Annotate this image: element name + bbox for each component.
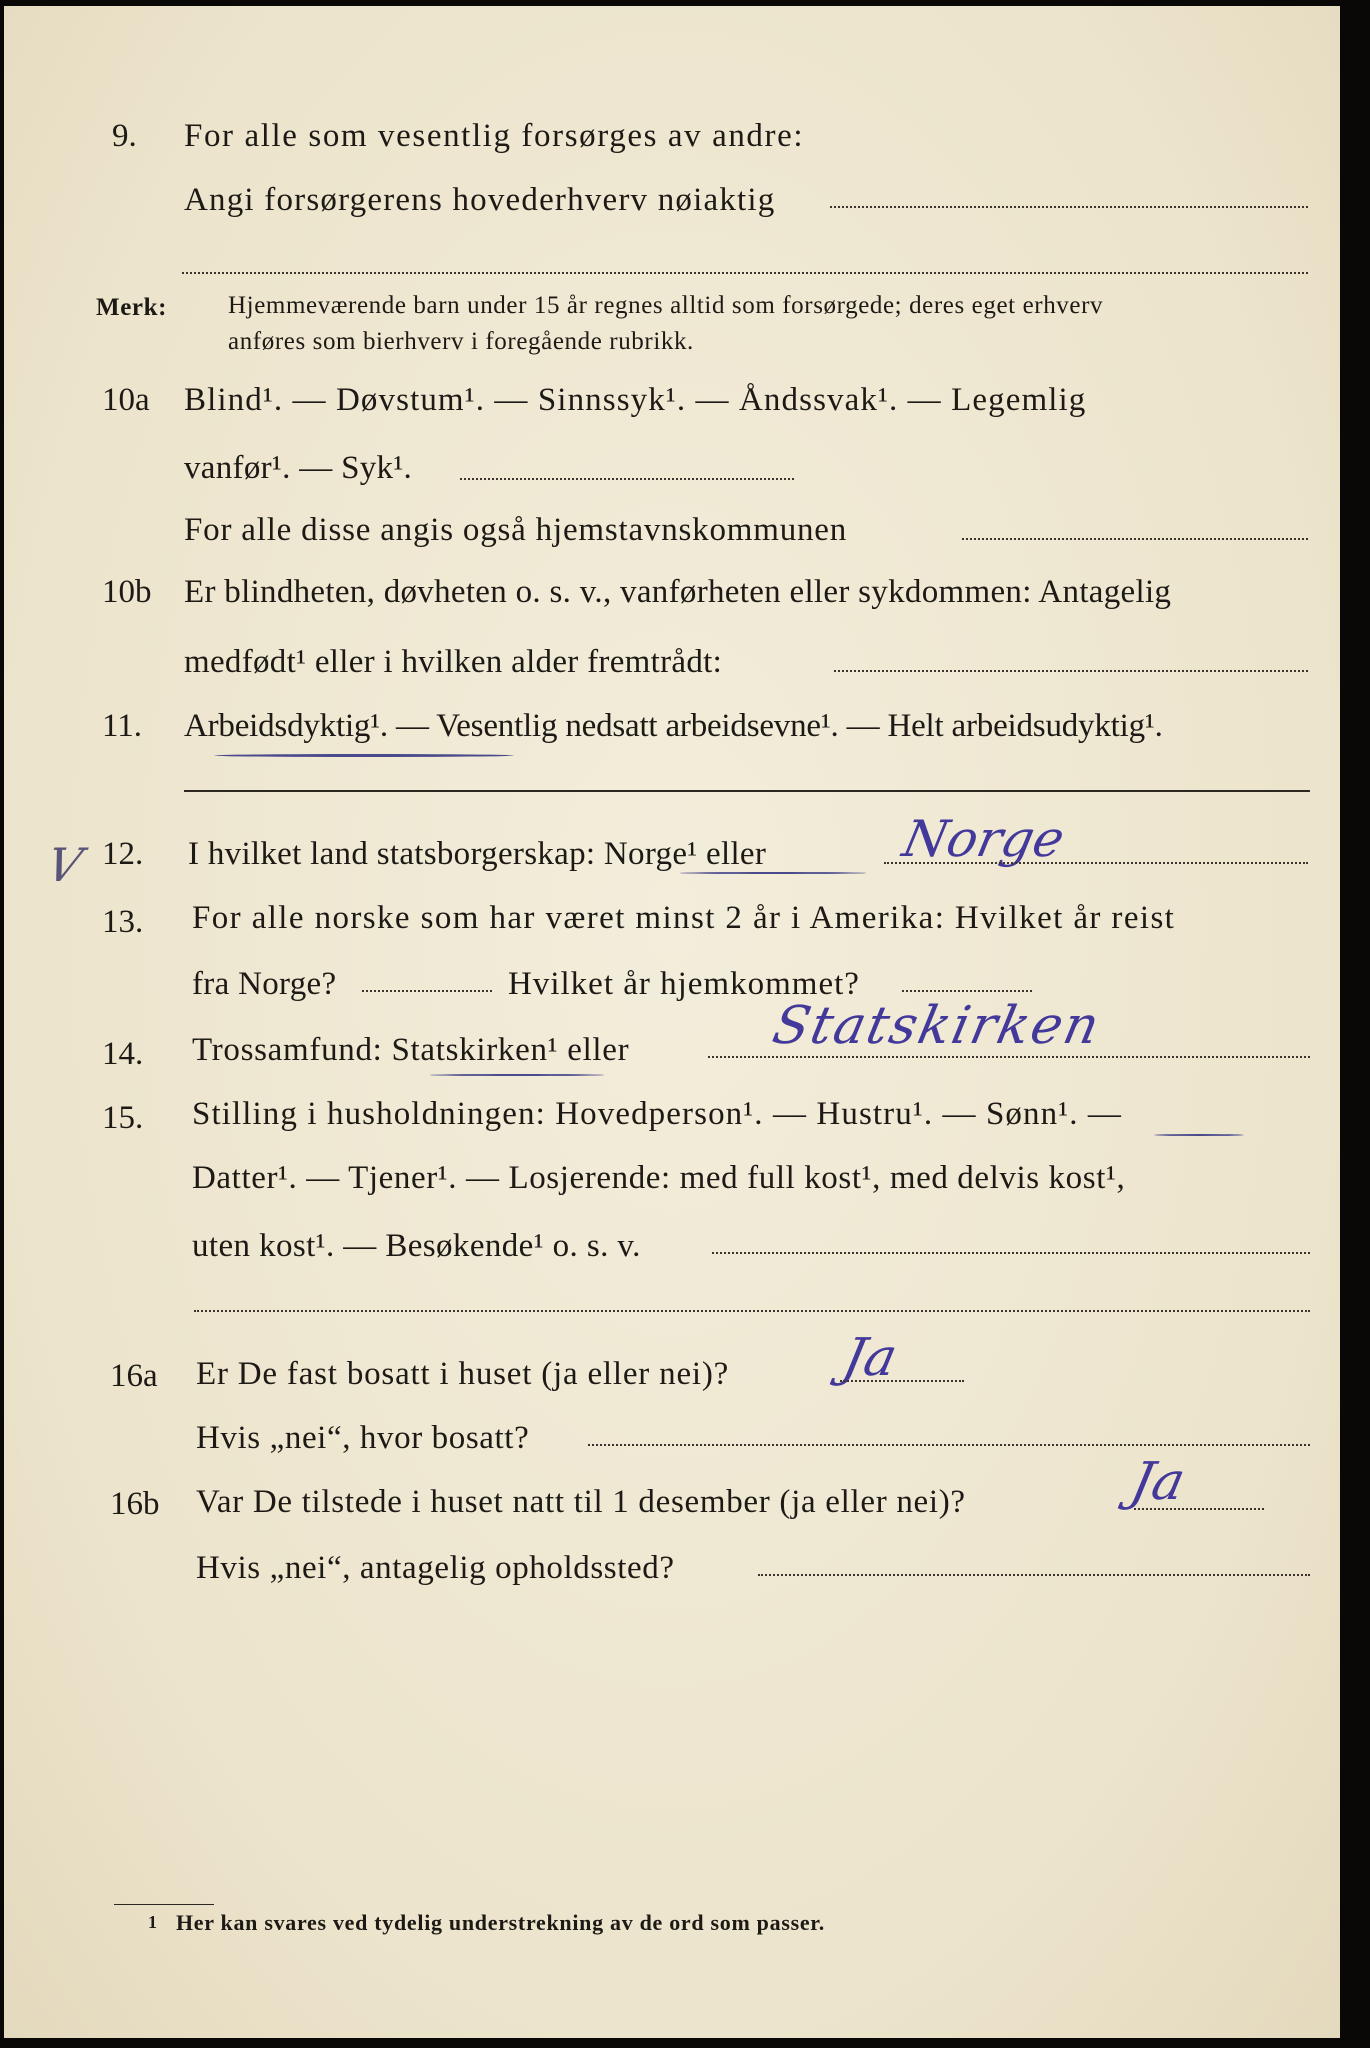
q10b-number: 10b (102, 574, 152, 610)
q16a-answer: Ja (837, 1328, 903, 1388)
q15-line3: uten kost¹. — Besøkende¹ o. s. v. (192, 1228, 641, 1264)
q14-answer: Statskirken (767, 996, 1107, 1056)
q15-line1: Stilling i husholdningen: Hovedperson¹. — Hustru¹. — Sønn¹. — (192, 1096, 1123, 1132)
q12-handwritten-underline (680, 872, 866, 874)
q13-reist-line[interactable] (362, 990, 492, 992)
census-form-page (4, 6, 1340, 2038)
q9-answer-line-2[interactable] (182, 272, 1308, 274)
q14-answer-line[interactable] (708, 1056, 1310, 1058)
q10a-line1: Blind¹. — Døvstum¹. — Sinnssyk¹. — Åndssvak¹. — Legemlig (184, 382, 1087, 418)
q11-handwritten-underline (214, 754, 514, 757)
q14-handwritten-underline (430, 1074, 604, 1076)
q16b-opholdssted-line[interactable] (758, 1574, 1310, 1576)
q16b-answer-line[interactable] (1134, 1508, 1264, 1510)
q10b-answer-line[interactable] (834, 670, 1308, 672)
q12-answer: Norge (897, 810, 1070, 868)
merk-line1: Hjemmeværende barn under 15 år regnes alltid som forsørgede; deres eget erhverv (228, 292, 1104, 319)
q15-answer-line[interactable] (712, 1252, 1310, 1254)
q10a-line3: For alle disse angis også hjemstavnskommunen (184, 512, 848, 548)
footnote-separator (114, 1904, 214, 1905)
q16b-answer: Ja (1125, 1452, 1191, 1512)
q11-answer-line[interactable] (184, 790, 1310, 792)
q12-answer-line[interactable] (884, 862, 1308, 864)
q16a-bosatt-line[interactable] (588, 1444, 1310, 1446)
q9-line1: For alle som vesentlig forsørges av andre: (184, 118, 805, 154)
q15-line2: Datter¹. — Tjener¹. — Losjerende: med full kost¹, med delvis kost¹, (192, 1160, 1126, 1196)
q9-answer-line[interactable] (830, 206, 1308, 208)
q16a-line2: Hvis „nei“, hvor bosatt? (196, 1420, 530, 1456)
q15-number: 15. (102, 1100, 144, 1136)
q15-handwritten-underline (1154, 1134, 1244, 1136)
q11-line1: Arbeidsdyktig¹. — Vesentlig nedsatt arbeidsevne¹. — Helt arbeidsudyktig¹. (184, 708, 1163, 744)
q9-line2: Angi forsørgerens hovederhverv nøiaktig (184, 182, 776, 218)
q14-line1: Trossamfund: Statskirken¹ eller (192, 1032, 630, 1068)
footnote-marker: 1 (148, 1912, 158, 1932)
q16a-answer-line[interactable] (840, 1380, 964, 1382)
q13-hjemkommet-line[interactable] (902, 990, 1032, 992)
q16b-number: 16b (110, 1486, 160, 1522)
q16a-line1: Er De fast bosatt i huset (ja eller nei)? (196, 1356, 730, 1392)
q13-number: 13. (102, 904, 144, 940)
q16b-line1: Var De tilstede i huset natt til 1 desember (ja eller nei)? (196, 1484, 966, 1520)
q10a-line2: vanfør¹. — Syk¹. (184, 450, 413, 486)
q10a-answer-line[interactable] (460, 478, 794, 480)
q9-number: 9. (112, 118, 137, 154)
q12-line1: I hvilket land statsborgerskap: Norge¹ eller (188, 836, 767, 872)
q14-number: 14. (102, 1036, 144, 1072)
q16a-number: 16a (110, 1358, 158, 1394)
q16b-line2: Hvis „nei“, antagelig opholdssted? (196, 1550, 675, 1586)
q15-answer-line-2[interactable] (194, 1310, 1310, 1312)
q13-line2b: Hvilket år hjemkommet? (508, 966, 860, 1002)
q13-line1: For alle norske som har været minst 2 år i Amerika: Hvilket år reist (192, 900, 1176, 936)
merk-line2: anføres som bierhverv i foregående rubrikk. (228, 328, 694, 355)
q10a-number: 10a (102, 382, 150, 418)
q11-number: 11. (102, 708, 143, 744)
q10b-line2: medfødt¹ eller i hvilken alder fremtrådt: (184, 644, 723, 680)
merk-label: Merk: (96, 294, 168, 321)
q10b-line1: Er blindheten, døvheten o. s. v., vanførheten eller sykdommen: Antagelig (184, 574, 1172, 610)
q12-margin-mark: V (42, 838, 87, 892)
q13-line2a: fra Norge? (192, 966, 337, 1002)
q10a-hjemstavn-line[interactable] (962, 538, 1308, 540)
q12-number: 12. (102, 836, 144, 872)
footnote-text: Her kan svares ved tydelig understrekning av de ord som passer. (176, 1910, 825, 1935)
